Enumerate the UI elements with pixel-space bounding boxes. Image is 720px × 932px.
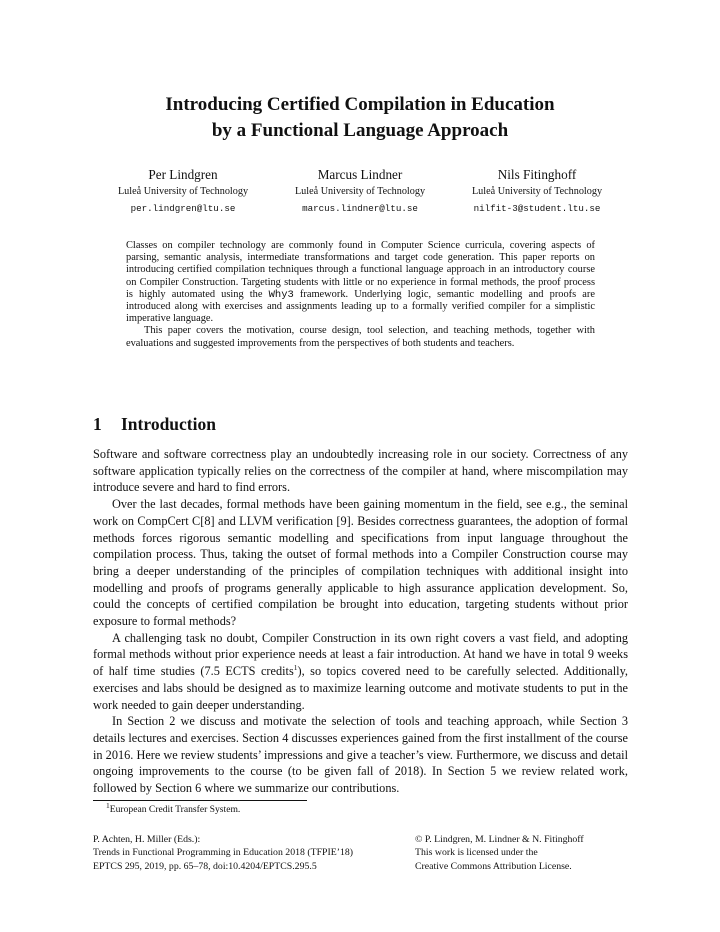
author-name: Per Lindgren bbox=[148, 167, 218, 182]
body-paragraph-3: A challenging task no doubt, Compiler Construction in its own right covers a vast field, and adopting formal methods without prior experience needs at least a fair introduction. At hand we have in total 9 weeks of half time studies (7.5 ECTS credits$^1$), so topics covered need to be carefully selected. Additionally, exercises and labs should be designed as to maximize learning outcome and motivate students to put in the work needed to gain deeper understanding. bbox=[93, 630, 628, 712]
footer-copyright: © P. Lindgren, M. Lindner & N. Fitinghoff bbox=[415, 834, 584, 845]
author-affiliation: Luleå University of Technology bbox=[294, 186, 426, 197]
title-line-1: Introducing Certified Compilation in Education bbox=[165, 94, 555, 115]
author-affiliation: Luleå University of Technology bbox=[471, 186, 603, 197]
abstract-paragraph-2: This paper covers the motivation, course design, tool selection, and teaching methods, together with evaluations and suggested improvements from the perspectives of both students and teachers. bbox=[126, 325, 595, 349]
author-email[interactable]: marcus.lindner@ltu.se bbox=[302, 203, 418, 214]
footer-doi[interactable]: EPTCS 295, 2019, pp. 65–78, doi:10.4204/EPTCS.295.5 bbox=[93, 860, 317, 872]
footer-license bbox=[415, 833, 584, 873]
footer-citation bbox=[93, 833, 353, 873]
footnote-number: 1 bbox=[106, 800, 110, 810]
author-affiliation: Luleå University of Technology bbox=[117, 186, 249, 197]
author-block-3 bbox=[442, 166, 632, 217]
footer-proceedings: Trends in Functional Programming in Education 2018 (TFPIE’18) bbox=[93, 847, 354, 859]
footer-editors: P. Achten, H. Miller (Eds.): bbox=[93, 834, 201, 845]
title-line-2: by a Functional Language Approach bbox=[211, 120, 509, 141]
body-paragraph-2: Over the last decades, formal methods have been gaining momentum in the field, see e.g., the seminal work on CompCert C[8] and LLVM verification [9]. Besides correctness guarantees, the adoption of formal methods forces rigorous semantic modelling and specifications from input language throughout the compilation process. Thus, taking the outset of formal methods into a Compiler Construction course may bring a deeper understanding of the principles of compilation techniques with additional insight into modelling and proofs of programs generally applicable to high assurance application development. So, could the concepts of certified compilation be brought into education, targeting students without prior exposure to formal methods? bbox=[93, 497, 628, 629]
body-paragraph-4: In Section 2 we discuss and motivate the selection of tools and teaching approach, while Section 3 details lectures and exercises. Section 4 discusses experiences gained from the first installment of the course in 2016. Here we review students’ impressions and give a teacher’s view. Furthermore, we discuss and detail ongoing improvements to the course (to be given fall of 2018). In Section 5 we review related work, followed by Section 6 where we summarize our contributions. bbox=[93, 714, 628, 796]
section-number: 1 bbox=[93, 414, 102, 434]
why3-code: Why3 bbox=[268, 288, 294, 301]
author-email[interactable]: nilfit-3@student.ltu.se bbox=[473, 203, 601, 214]
footnote bbox=[106, 800, 241, 816]
author-name: Nils Fitinghoff bbox=[497, 167, 577, 182]
body-text bbox=[93, 446, 628, 797]
paper-title bbox=[0, 92, 720, 144]
author-name: Marcus Lindner bbox=[317, 167, 403, 182]
abstract-paragraph-1: Classes on compiler technology are commonly found in Computer Science curricula, covering aspects of parsing, semantic analysis, intermediate transformations and target code generation. This paper reports on introducing certified compilation techniques through a functional language approach in an introductory course on Compiler Construction. Targeting students with little or no experience in formal methods, the proof process is highly automated using the Why3 framework. Underlying logic, semantic modelling and proofs are introduced along with exercises and assignments leading up to a formally verified compiler for a simplistic imperative language. bbox=[126, 240, 595, 325]
footnote-mark[interactable]: 1 bbox=[293, 663, 298, 673]
footer-license-link[interactable]: Creative Commons Attribution License. bbox=[415, 860, 572, 872]
author-block-1 bbox=[88, 166, 278, 217]
section-title: Introduction bbox=[121, 414, 216, 434]
footer-license-line: This work is licensed under the bbox=[415, 847, 538, 859]
footnote-rule bbox=[93, 800, 307, 801]
section-heading bbox=[93, 413, 216, 435]
footnote-text: European Credit Transfer System. bbox=[109, 804, 241, 815]
body-paragraph-1: Software and software correctness play an undoubtedly increasing role in our society. Correctness of any software application typically relies on the correctness of the compiler at hand, where miscompilation may introduce severe and hard to find errors. bbox=[93, 447, 628, 495]
author-email[interactable]: per.lindgren@ltu.se bbox=[130, 203, 236, 214]
author-block-2 bbox=[265, 166, 455, 217]
abstract bbox=[126, 240, 595, 350]
